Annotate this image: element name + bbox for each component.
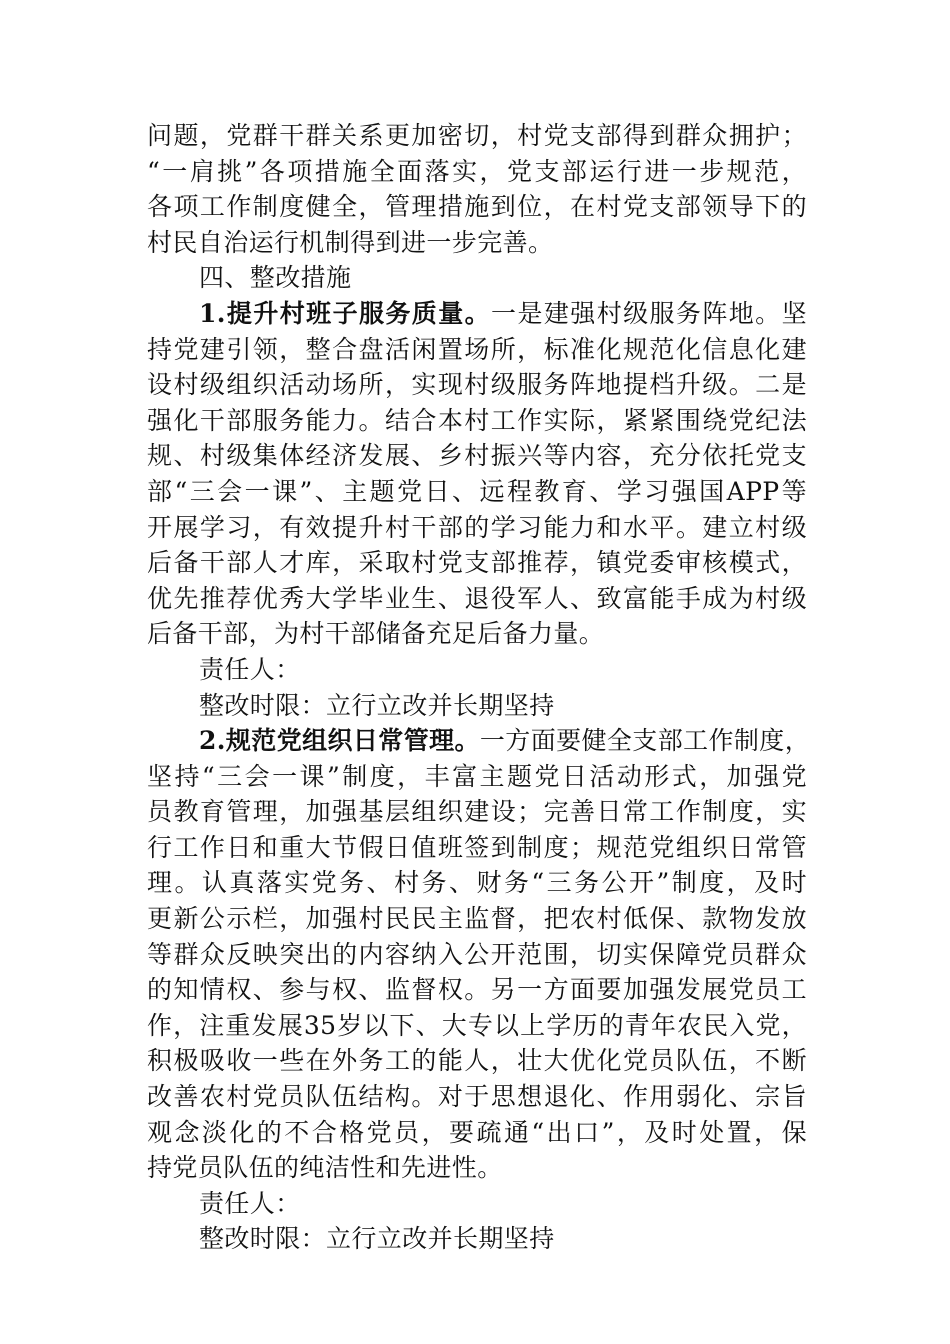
measure2-line: 改善农村党员队伍结构。对于思想退化、作用弱化、宗旨 bbox=[147, 1082, 807, 1112]
measure1-title: 1.提升村班子服务质量。 bbox=[199, 298, 492, 328]
measure1-responsible: 责任人： bbox=[199, 654, 301, 684]
measure1-first-line-text: 一是建强村级服务阵地。坚 bbox=[491, 298, 807, 328]
measure1-line: 规、村级集体经济发展、乡村振兴等内容，充分依托党支 bbox=[147, 441, 807, 471]
measure2-deadline: 整改时限：立行立改并长期坚持 bbox=[199, 1224, 555, 1254]
document-page bbox=[147, 118, 811, 1257]
measure2-first-line bbox=[147, 723, 811, 759]
measure1-line: 强化干部服务能力。结合本村工作实际，紧紧围绕党纪法 bbox=[147, 405, 807, 435]
measure1-line: 持党建引领，整合盘活闲置场所，标准化规范化信息化建 bbox=[147, 334, 807, 364]
measure1-first-line bbox=[147, 296, 807, 332]
measure2-line: 积极吸收一些在外务工的能人，壮大优化党员队伍，不断 bbox=[147, 1046, 807, 1076]
measure2-title: 2.规范党组织日常管理。 bbox=[199, 726, 480, 756]
section-heading: 四、整改措施 bbox=[199, 263, 352, 293]
measure2-line: 观念淡化的不合格党员，要疏通“出口”，及时处置，保 bbox=[147, 1117, 807, 1147]
intro-line: 问题，党群干群关系更加密切，村党支部得到群众拥护； bbox=[147, 121, 807, 150]
measure2-line: 的知情权、参与权、监督权。另一方面要加强发展党员工 bbox=[147, 975, 807, 1005]
measure1-line: 部“三会一课”、主题党日、远程教育、学习强国APP等 bbox=[147, 476, 807, 506]
measure2-line: 作，注重发展35岁以下、大专以上学历的青年农民入党， bbox=[147, 1010, 807, 1040]
measure2-line: 理。认真落实党务、村务、财务“三务公开”制度，及时 bbox=[147, 868, 807, 898]
measure2-line: 行工作日和重大节假日值班签到制度；规范党组织日常管 bbox=[147, 832, 807, 862]
measure2-line: 员教育管理，加强基层组织建设；完善日常工作制度，实 bbox=[147, 797, 807, 827]
measure2-line: 持党员队伍的纯洁性和先进性。 bbox=[147, 1153, 503, 1183]
intro-line: 村民自治运行机制得到进一步完善。 bbox=[147, 227, 554, 257]
measure1-line: 开展学习，有效提升村干部的学习能力和水平。建立村级 bbox=[147, 512, 807, 542]
measure1-line: 后备干部，为村干部储备充足后备力量。 bbox=[147, 619, 605, 649]
measure2-line: 坚持“三会一课”制度，丰富主题党日活动形式，加强党 bbox=[147, 761, 807, 791]
measure1-line: 设村级组织活动场所，实现村级服务阵地提档升级。二是 bbox=[147, 370, 807, 400]
measure1-line: 后备干部人才库，采取村党支部推荐，镇党委审核模式， bbox=[147, 548, 807, 578]
measure1-deadline: 整改时限：立行立改并长期坚持 bbox=[199, 690, 555, 720]
intro-line: “一肩挑”各项措施全面落实，党支部运行进一步规范， bbox=[147, 156, 807, 186]
measure2-responsible: 责任人： bbox=[199, 1188, 301, 1218]
intro-line: 各项工作制度健全，管理措施到位，在村党支部领导下的 bbox=[147, 192, 807, 222]
measure1-line: 优先推荐优秀大学毕业生、退役军人、致富能手成为村级 bbox=[147, 583, 807, 613]
measure2-line: 更新公示栏，加强村民民主监督，把农村低保、款物发放 bbox=[147, 904, 807, 934]
measure2-line: 等群众反映突出的内容纳入公开范围，切实保障党员群众 bbox=[147, 939, 807, 969]
measure2-first-line-text: 一方面要健全支部工作制度， bbox=[479, 726, 811, 756]
